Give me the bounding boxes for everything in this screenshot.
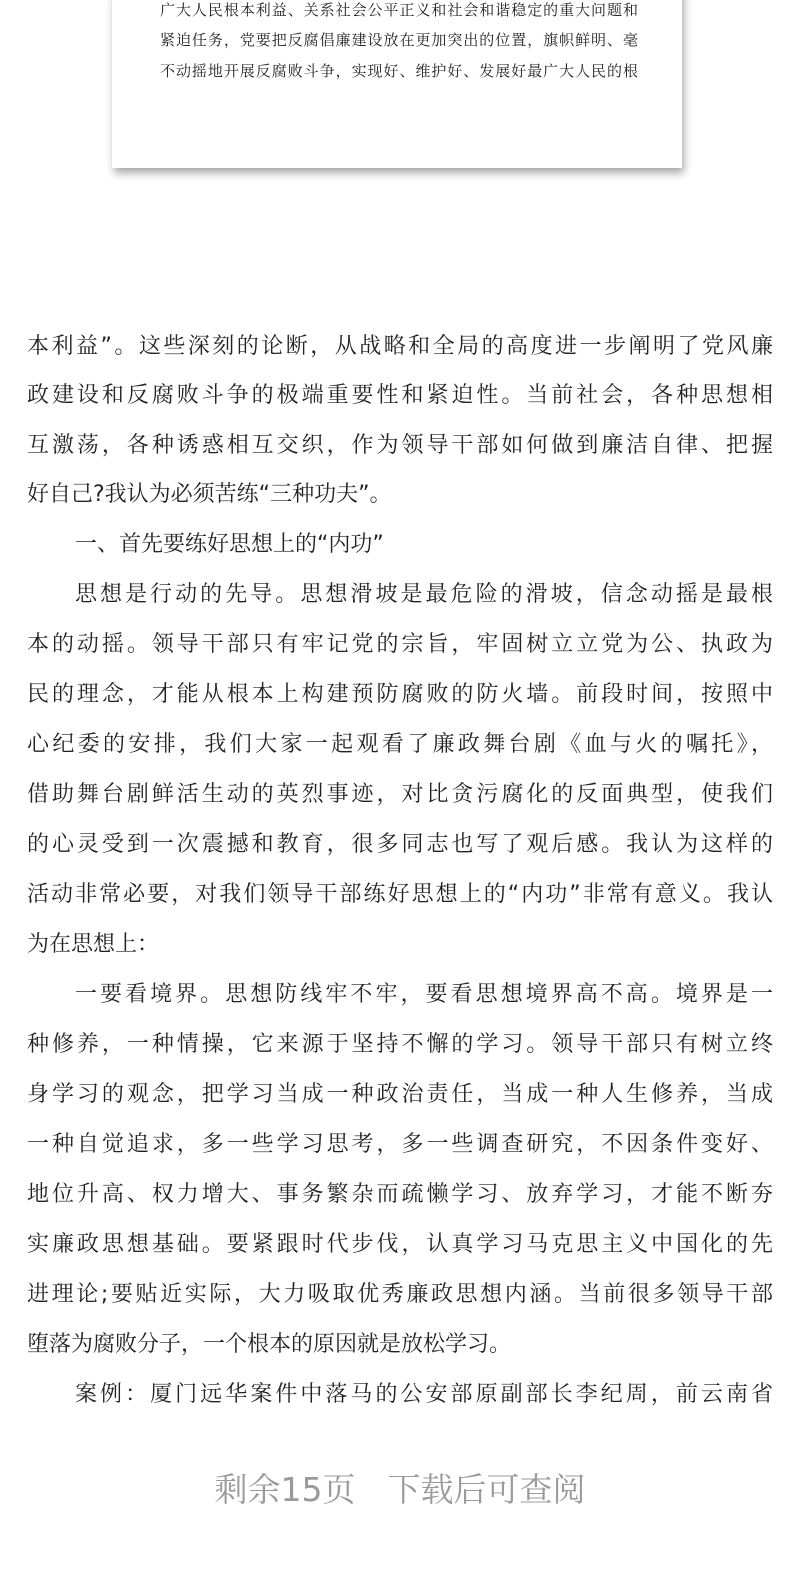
paragraph-line: 案例：厦门远华案件中落马的公安部原副部长李纪周，前云南省	[75, 1382, 773, 1407]
card-text-line: 不动摇地开展反腐败斗争，实现好、维护好、发展好最广大人民的根	[160, 62, 638, 80]
paragraph-line: 民的理念，才能从根本上构建预防腐败的防火墙。前段时间，按照中	[27, 682, 773, 707]
paragraph-line: 地位升高、权力增大、事务繁杂而疏懒学习、放弃学习，才能不断夯	[27, 1182, 773, 1207]
paragraph-line: 思想是行动的先导。思想滑坡是最危险的滑坡，信念动摇是最根	[75, 582, 773, 607]
paragraph-line: 政建设和反腐败斗争的极端重要性和紧迫性。当前社会，各种思想相	[27, 383, 773, 408]
paragraph-line: 为在思想上：	[27, 932, 160, 957]
download-to-read-more-link[interactable]	[0, 1468, 800, 1512]
paragraph-line: 本的动摇。领导干部只有牢记党的宗旨，牢固树立立党为公、执政为	[27, 632, 773, 657]
paragraph-line: 堕落为腐败分子，一个根本的原因就是放松学习。	[27, 1332, 512, 1357]
paragraph-line: 的心灵受到一次震撼和教育，很多同志也写了观后感。我认为这样的	[27, 832, 773, 857]
paragraph-line: 互激荡，各种诱惑相互交织，作为领导干部如何做到廉洁自律、把握	[27, 433, 773, 458]
card-text-line: 广大人民根本利益、关系社会公平正义和社会和谐稳定的重大问题和	[160, 1, 638, 19]
paragraph-line: 实廉政思想基础。要紧跟时代步伐，认真学习马克思主义中国化的先	[27, 1232, 773, 1257]
paragraph-line: 心纪委的安排，我们大家一起观看了廉政舞台剧《血与火的嘱托》，	[27, 732, 773, 757]
paragraph-line: 好自己?我认为必须苦练“三种功夫”。	[27, 482, 392, 507]
paragraph-line: 本利益”。这些深刻的论断，从战略和全局的高度进一步阐明了党风廉	[27, 334, 773, 359]
paragraph-line: 借助舞台剧鲜活生动的英烈事迹，对比贪污腐化的反面典型，使我们	[27, 782, 773, 807]
preview-page-card	[112, 0, 682, 168]
download-prompt-text: 下载后可查阅	[387, 1470, 586, 1509]
remaining-pages-text: 剩余15页	[214, 1470, 356, 1509]
paragraph-line: 身学习的观念，把学习当成一种政治责任，当成一种人生修养，当成	[27, 1082, 773, 1107]
paragraph-line: 一要看境界。思想防线牢不牢，要看思想境界高不高。境界是一	[75, 982, 773, 1007]
paragraph-line: 种修养，一种情操，它来源于坚持不懈的学习。领导干部只有树立终	[27, 1032, 773, 1057]
paragraph-line: 活动非常必要，对我们领导干部练好思想上的“内功”非常有意义。我认	[27, 882, 773, 907]
section-heading: 一、首先要练好思想上的“内功”	[75, 532, 384, 557]
card-text-line: 紧迫任务，党要把反腐倡廉建设放在更加突出的位置，旗帜鲜明、毫	[160, 31, 638, 49]
paragraph-line: 进理论;要贴近实际，大力吸取优秀廉政思想内涵。当前很多领导干部	[27, 1282, 773, 1307]
paragraph-line: 一种自觉追求，多一些学习思考，多一些调查研究，不因条件变好、	[27, 1132, 773, 1157]
